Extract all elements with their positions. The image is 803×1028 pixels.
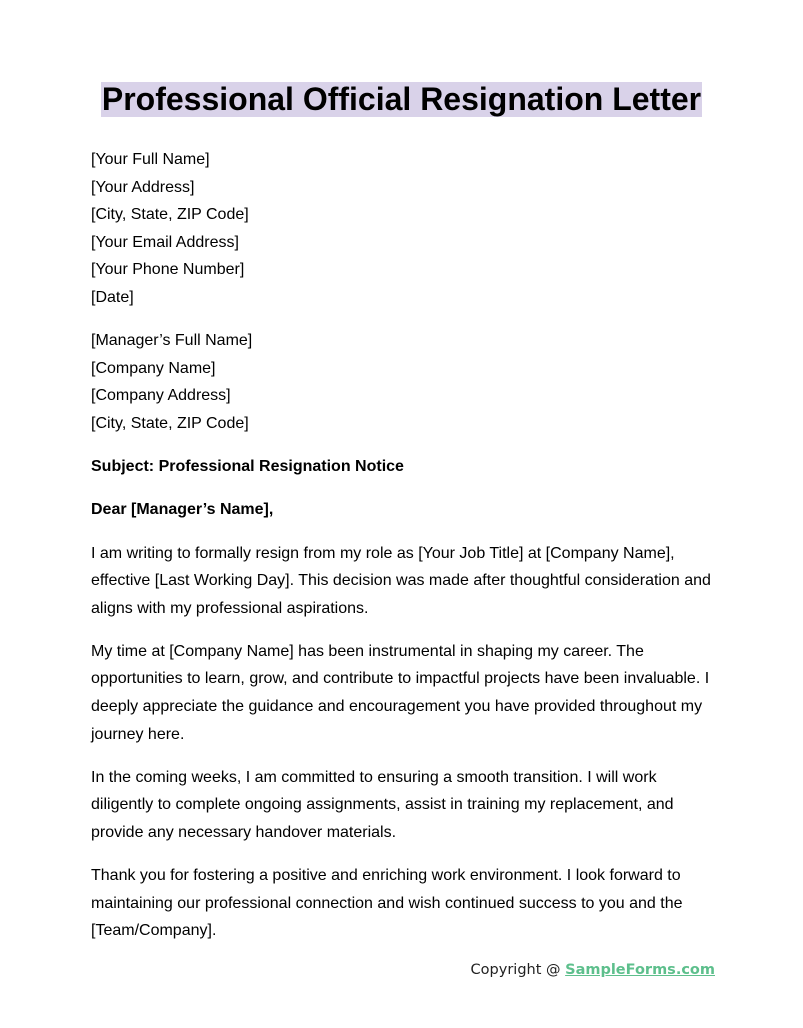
sender-line: [Your Full Name] [91, 151, 210, 168]
sender-line: [Your Phone Number] [91, 261, 245, 279]
subject-line: Subject: Professional Resignation Notice [91, 458, 404, 476]
recipient-line: [City, State, ZIP Code] [91, 414, 249, 432]
sender-line: [Your Email Address] [91, 233, 239, 251]
salutation: Dear [Manager’s Name], [91, 501, 274, 519]
document-title: Professional Official Resignation Letter [101, 81, 702, 117]
title-container [0, 82, 803, 117]
recipient-line: [Manager’s Full Name] [91, 332, 253, 350]
body-paragraph: My time at [Company Name] has been instrumental in shaping my career. The opportunities to learn, grow, and contribute to impactful projects have been invaluable. I deeply appreciate the guidance and encouragement you have provided throughout my journey here. [91, 642, 710, 743]
sender-line: [Your Address] [91, 178, 195, 196]
recipient-line: [Company Name] [91, 359, 216, 377]
copyright-footer [471, 962, 715, 978]
copyright-text: Copyright @ [470, 962, 566, 978]
sender-line: [Date] [91, 288, 134, 306]
sampleforms-link[interactable]: SampleForms.com [565, 962, 715, 978]
sender-address [91, 146, 717, 312]
sender-line: [City, State, ZIP Code] [91, 206, 249, 224]
letter-body [91, 146, 717, 961]
body-paragraph: In the coming weeks, I am committed to ensuring a smooth transition. I will work diligently to complete ongoing assignments, assist in training my replacement, and provide any necessary handover materials. [91, 768, 674, 842]
body-paragraph: I am writing to formally resign from my role as [Your Job Title] at [Company Name], effective [Last Working Day]. This decision was made after thoughtful consideration and aligns with my professional aspirations. [91, 544, 711, 617]
recipient-address [91, 327, 717, 437]
recipient-line: [Company Address] [91, 387, 231, 405]
body-paragraph: Thank you for fostering a positive and enriching work environment. I look forward to maintaining our professional connection and wish continued success to you and the [Team/Company]. [91, 867, 683, 940]
